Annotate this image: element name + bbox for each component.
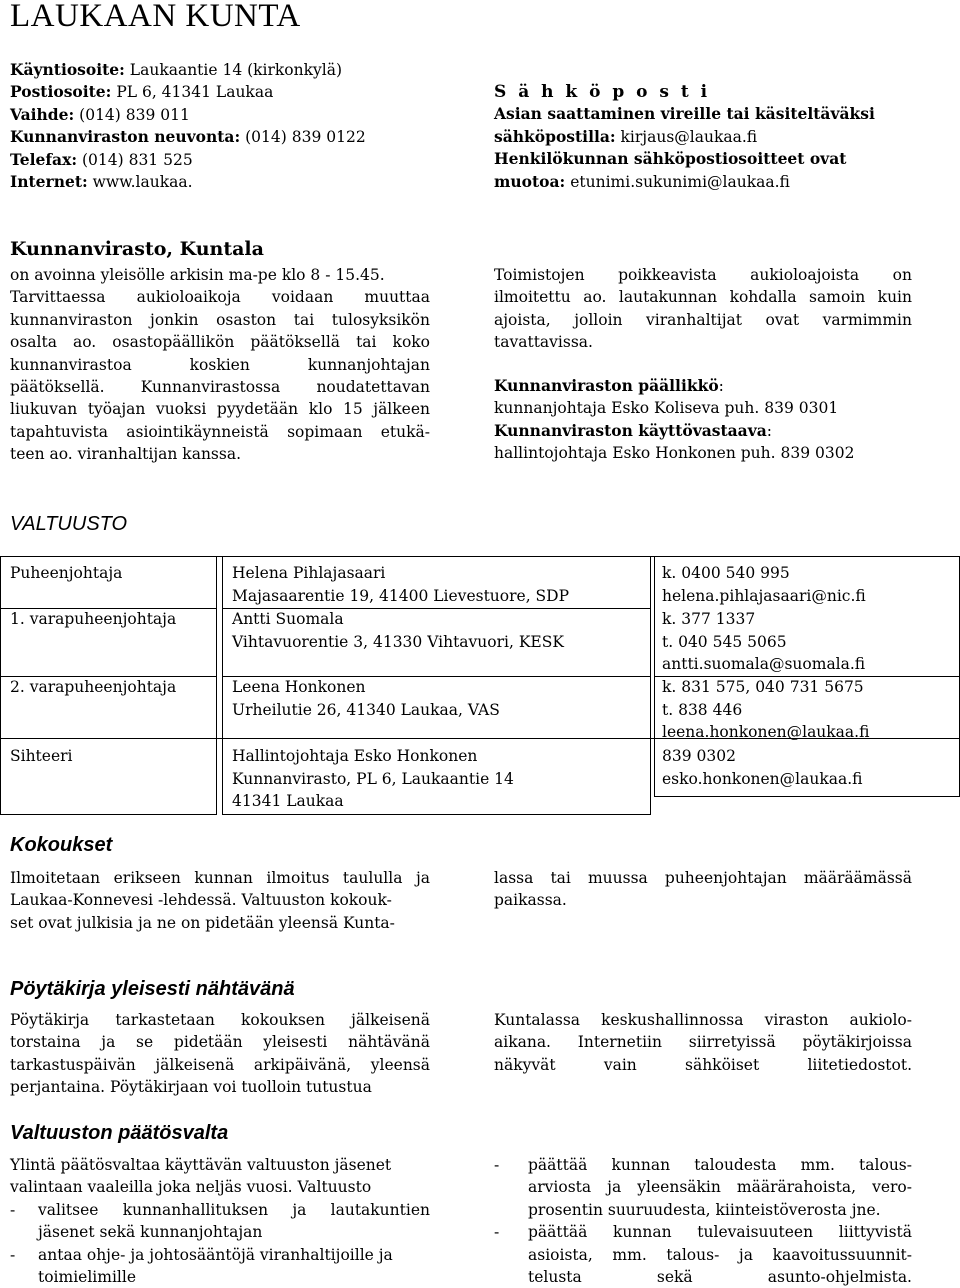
chief-heading: Kunnanviraston päällikkö: [494,376,724,395]
contact-info-desk: Kunnanviraston neuvonta: (014) 839 0122 [10,127,366,147]
email-line-4: muotoa: etunimi.sukunimi@laukaa.fi [494,171,790,191]
office-left-line: Tarvittaessa aukioloaikoja voidaan muuttaa [10,288,430,307]
office-right-line: Toimistojen poikkeavista aukioloajoista on [494,266,912,284]
council-role: 1. varapuheenjohtaja [10,610,177,628]
office-left-line: liukuvan työajan vuoksi pyydetään klo 15 jälkeen [10,400,430,419]
table-rule [216,556,217,815]
office-left-line: kunnanvirastoa koskien kunnanjohtajan [10,355,430,374]
council-role: Puheenjohtaja [10,564,123,582]
council-contact: k. 377 1337 t. 040 545 5065 antti.suomala@suomala.fi [662,608,865,676]
council-name: Leena Honkonen Urheilutie 26, 41340 Laukaa, VAS [232,678,500,719]
contact-internet: Internet: www.laukaa. [10,172,193,192]
email-link[interactable]: esko.honkonen@laukaa.fi [662,769,863,788]
table-rule [0,556,1,815]
kokoukset-text-right: lassa tai muussa puheenjohtajan määräämässä paikassa. [494,869,912,910]
contact-person-heading: Kunnanviraston käyttövastaava: [494,420,772,440]
office-left-line: tapahtuvista asiointikäynneistä sopimaan etukä- [10,422,430,441]
email-title: S ä h k ö p o s t i [494,82,711,102]
list-item: - antaa ohje- ja johtosääntöjä viranhaltijoille ja toimielimille [10,1245,393,1287]
table-rule [222,814,650,815]
kokoukset-text-left: Ilmoitetaan erikseen kunnan ilmoitus taululla ja Laukaa-Konnevesi -lehdessä. Valtuuston kokouk- set ovat julkisia ja ne on pidetään yleensä Kunta- [10,869,430,932]
council-role: 2. varapuheenjohtaja [10,678,177,696]
council-role: Sihteeri [10,747,73,765]
email-line-2: sähköpostilla: kirjaus@laukaa.fi [494,126,758,146]
council-name: Helena Pihlajasaari Majasaarentie 19, 41400 Lievestuore, SDP [232,564,570,605]
council-name: Antti Suomala Vihtavuorentie 3, 41330 Vihtavuori, KESK [232,610,564,651]
email-link[interactable]: leena.honkonen@laukaa.fi [662,723,870,741]
email-link[interactable]: helena.pihlajasaari@nic.fi [662,586,866,605]
email-line-3: Henkilökunnan sähköpostiosoitteet ovat [494,149,847,169]
contact-person-value: hallintojohtaja Esko Honkonen puh. 839 0302 [494,444,855,463]
contact-post: Postiosoite: PL 6, 41341 Laukaa [10,82,274,102]
table-rule [654,796,960,797]
contact-visit: Käyntiosoite: Laukaantie 14 (kirkonkylä) [10,60,343,79]
list-item: - päättää kunnan tulevaisuuteen liittyvistä asioista, mm. talous- ja kaavoitussuunnit- telusta sekä asunto-ohjelmista. [494,1223,912,1287]
contact-block [10,59,366,193]
office-left-line: päätöksellä. Kunnanvirastossa noudatettavan [10,378,430,397]
page-title: LAUKAAN KUNTA [10,0,301,34]
kokoukset-heading: Kokoukset [10,834,113,856]
table-rule [0,556,960,557]
office-right-line: ilmoitettu ao. lautakunnan kohdalla samoin kuin [494,288,912,307]
poytakirja-heading: Pöytäkirja yleisesti nähtävänä [10,978,295,1000]
email-line-1: Asian saattaminen vireille tai käsiteltäväksi [494,104,875,124]
council-name: Hallintojohtaja Esko Honkonen Kunnanvirasto, PL 6, Laukaantie 14 41341 Laukaa [232,747,514,810]
poytakirja-text-right: Kuntalassa keskushallinnossa viraston aukiolo- aikana. Internetiin siirretyissä pöytäkirjoissa näkyvät vain sähköiset liitetiedostot. [494,1011,912,1074]
paatosvalta-list-right [494,1154,912,1288]
paatosvalta-text-left: Ylintä päätösvaltaa käyttävän valtuuston jäsenet valintaan vaaleilla joka neljäs vuosi. Valtuusto - valitsee kunnanhallituksen ja lautakuntien jäsenet sekä kunnanjohtajan - antaa ohje- ja johtosääntöjä viranhaltijoille ja toimielimille [10,1154,430,1288]
chief-value: kunnanjohtaja Esko Koliseva puh. 839 0301 [494,399,839,418]
office-left-line: kunnanviraston jonkin osaston tai tulosyksikön [10,310,430,329]
office-left-line: on avoinna yleisölle arkisin ma-pe klo 8 - 15.45. [10,266,385,284]
table-rule [0,814,216,815]
paatosvalta-heading: Valtuuston päätösvalta [10,1122,229,1144]
email-link[interactable]: antti.suomala@suomala.fi [662,655,866,673]
office-heading: Kunnanvirasto, Kuntala [10,238,264,260]
paatosvalta-list-left [10,1199,430,1288]
council-contact: k. 0400 540 995 helena.pihlajasaari@nic.fi [662,562,866,607]
contact-switchboard: Vaihde: (014) 839 011 [10,104,190,124]
table-rule [654,556,655,797]
office-left-line: osalta ao. osastopäällikön päätöksellä tai koko [10,333,430,352]
council-contact: k. 831 575, 040 731 5675 t. 838 446 leena.honkonen@laukaa.fi [662,676,869,744]
paatosvalta-text-right [494,1154,912,1288]
office-right-line: tavattavissa. [494,333,593,352]
contact-telefax: Telefax: (014) 831 525 [10,149,193,169]
kirjaus-email-link[interactable]: kirjaus@laukaa.fi [615,127,758,146]
poytakirja-text-left: Pöytäkirja tarkastetaan kokouksen jälkeisenä torstaina ja se pidetään yleisesti nähtävänä tarkastuspäivän jälkeisenä arkipäivänä, yleensä perjantaina. Pöytäkirjaan voi tuolloin tutustua [10,1011,430,1097]
list-item: - päättää kunnan taloudesta mm. talous- arviosta ja yleensäkin määrärahoista, vero- prosentin suuruudesta, kiinteistöverosta jne. [494,1156,912,1219]
office-text-right [494,264,912,354]
office-contacts [494,375,854,465]
list-item: - valitsee kunnanhallituksen ja lautakuntien jäsenet sekä kunnanjohtajan [10,1200,430,1242]
table-rule [222,556,223,815]
table-rule [650,556,651,815]
office-text-left [10,264,430,466]
email-block [494,81,875,193]
council-contact: 839 0302 esko.honkonen@laukaa.fi [662,745,863,790]
office-right-line: ajoista, jolloin viranhaltijat ovat varmimmin [494,310,912,329]
valtuusto-heading: VALTUUSTO [10,513,128,535]
internet-link[interactable]: www.laukaa. [87,173,193,192]
office-left-line: teen ao. viranhaltijan kanssa. [10,445,242,464]
council-table [0,556,960,818]
